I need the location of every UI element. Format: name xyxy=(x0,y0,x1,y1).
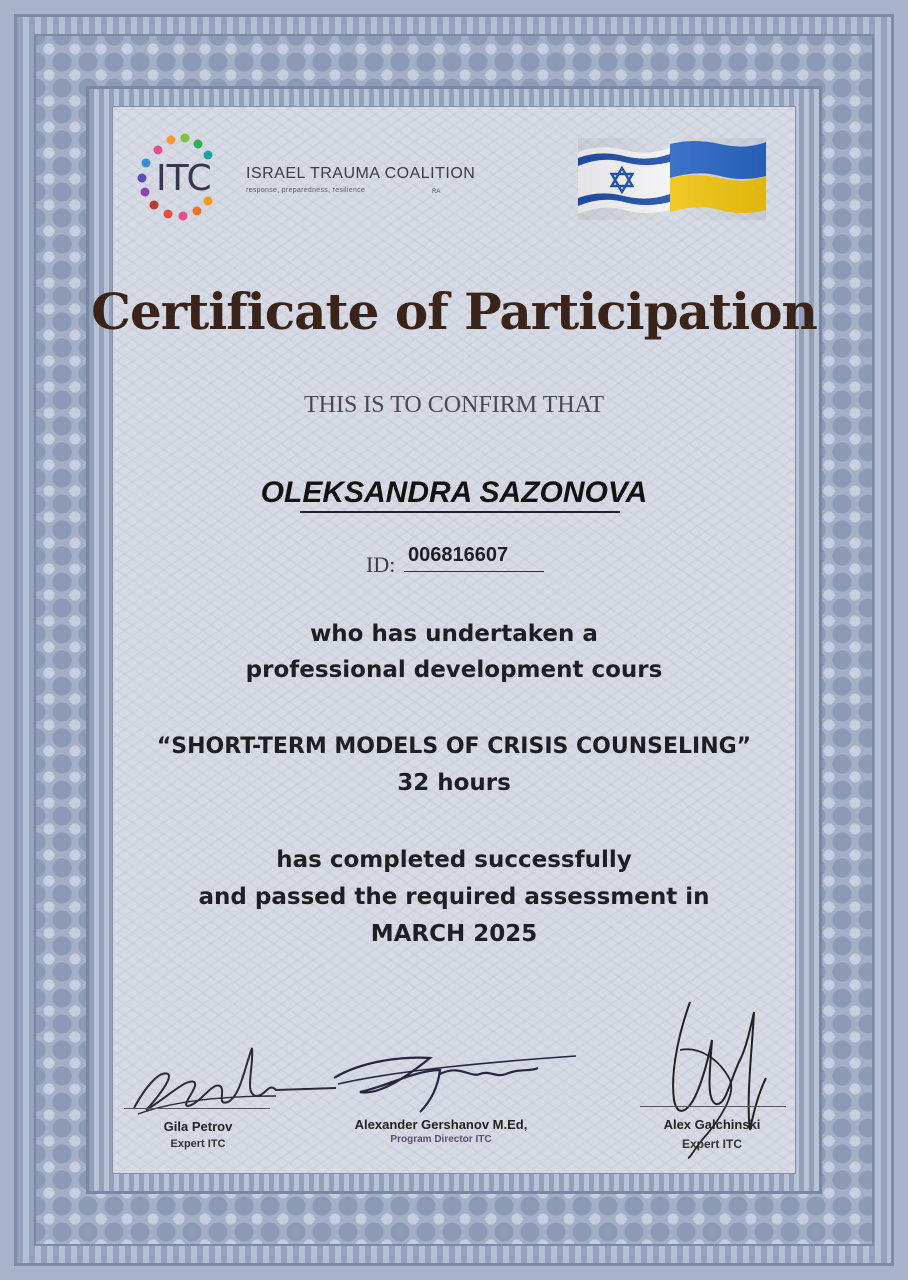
completion-date: MARCH 2025 xyxy=(370,921,538,947)
course-title: “SHORT-TERM MODELS OF CRISIS COUNSELING” xyxy=(156,734,752,759)
signatory-name: Alexander Gershanov M.Ed, xyxy=(354,1117,528,1132)
certificate-title: Certificate of Participation xyxy=(91,282,817,341)
statement-line-4: and passed the required assessment in xyxy=(198,884,710,910)
israel-ukraine-flags-icon xyxy=(574,138,770,220)
signature-alexander-gershanov xyxy=(320,1034,590,1118)
id-underline xyxy=(404,571,544,572)
signatory-name: Alex Galchinski xyxy=(663,1117,761,1132)
id-label: ID: xyxy=(366,552,396,577)
signatory-role: Expert ITC xyxy=(681,1137,742,1151)
organization-suffix: RA xyxy=(432,189,441,195)
signature-line xyxy=(640,1106,786,1107)
signatory-name: Gila Petrov xyxy=(163,1119,233,1134)
id-value: 006816607 xyxy=(408,544,509,566)
signature-line xyxy=(124,1108,270,1109)
confirm-line: THIS IS TO CONFIRM THAT xyxy=(303,392,605,418)
name-underline xyxy=(300,511,620,513)
statement-line-1: who has undertaken a xyxy=(310,621,598,647)
statement-line-2: professional development cours xyxy=(245,657,663,683)
organization-tagline: response, preparedness, resilience xyxy=(246,187,366,194)
statement-line-3: has completed successfully xyxy=(276,847,632,873)
signatory-role: Expert ITC xyxy=(170,1138,226,1150)
course-hours: 32 hours xyxy=(397,770,511,796)
logo-text: ITC xyxy=(156,158,212,199)
signature-alex-galchinski xyxy=(650,990,780,1160)
recipient-name: OLEKSANDRA SAZONOVA xyxy=(260,476,648,509)
organization-name: ISRAEL TRAUMA COALITION xyxy=(246,165,476,182)
signatory-role: Program Director ITC xyxy=(390,1134,492,1145)
